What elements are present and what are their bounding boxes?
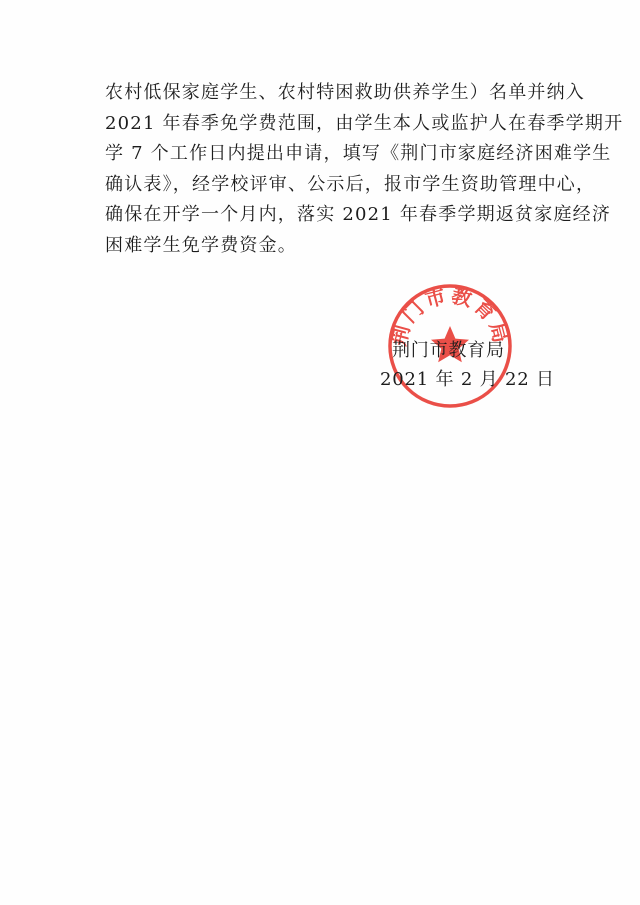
- paragraph-line-2: 2021 年春季免学费范围，由学生本人或监护人在春季学期开: [105, 112, 624, 134]
- signature-block: [380, 336, 580, 394]
- body-paragraph: [105, 78, 624, 261]
- paragraph-line-6: 困难学生免学费资金。: [105, 234, 297, 256]
- paragraph-line-1: 农村低保家庭学生、农村特困救助供养学生）名单并纳入: [105, 82, 585, 103]
- seal-text: 荆门市教育局: [386, 283, 514, 348]
- signing-date: 2021 年 2 月 22 日: [380, 369, 555, 390]
- paragraph-line-3: 学 7 个工作日内提出申请，填写《荆门市家庭经济困难学生: [105, 143, 612, 164]
- signing-organization: 荆门市教育局: [392, 340, 505, 361]
- paragraph-line-4: 确认表》，经学校评审、公示后，报市学生资助管理中心，: [105, 173, 596, 195]
- paragraph-line-5: 确保在开学一个月内，落实 2021 年春季学期返贫家庭经济: [105, 204, 612, 225]
